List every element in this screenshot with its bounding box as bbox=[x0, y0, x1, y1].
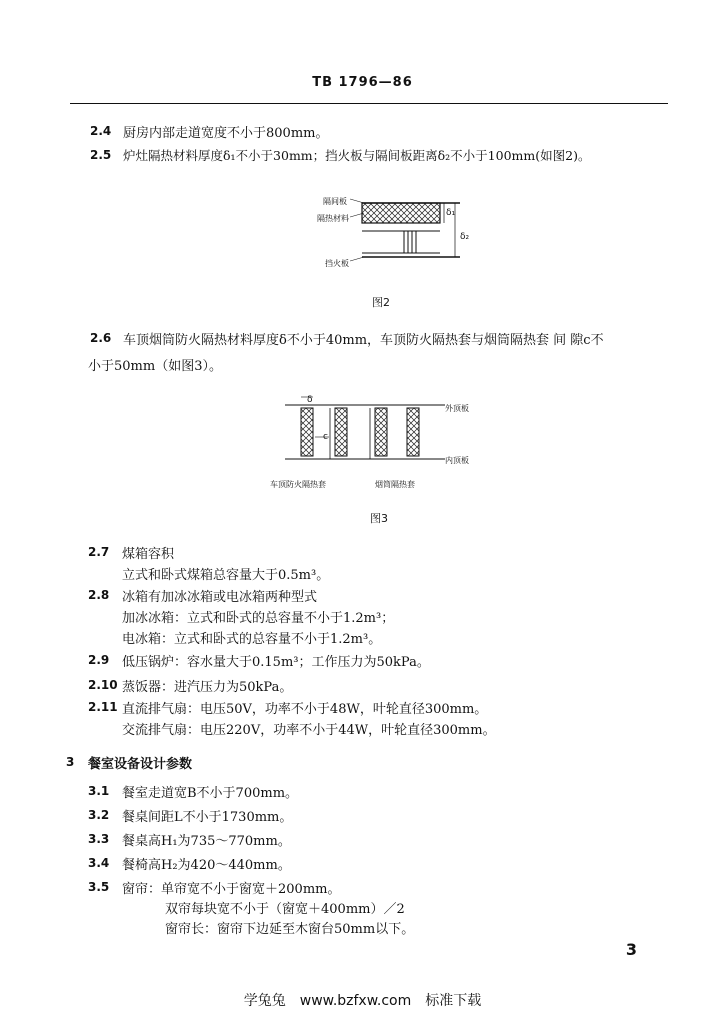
item-text: 窗帘长：窗帘下边延至木窗台50mm以下。 bbox=[165, 922, 415, 937]
item-text: 炉灶隔热材料厚度δ₁不小于30mm；挡火板与隔间板距离δ₂不小于100mm(如图2)。 bbox=[123, 148, 591, 163]
item-text: 冰箱有加冰冰箱或电冰箱两种型式 bbox=[122, 590, 318, 605]
fig3-label-delta: δ bbox=[307, 395, 313, 405]
item-number: 3.4 bbox=[88, 856, 110, 870]
item-number: 3.3 bbox=[88, 832, 110, 846]
fig2-label-d2: δ₂ bbox=[460, 232, 470, 242]
item-text: 厨房内部走道宽度不小于800mm。 bbox=[123, 126, 329, 141]
figure3-caption: 图3 bbox=[370, 512, 388, 525]
figure2-caption: 图2 bbox=[372, 296, 390, 309]
document-header: TB 1796—86 bbox=[312, 75, 413, 90]
item-text: 餐椅高H₂为420～440mm。 bbox=[122, 858, 291, 873]
item-number: 2.10 bbox=[88, 678, 118, 692]
section-title: 餐室设备设计参数 bbox=[88, 757, 193, 772]
fig2-label-insulation: 隔热材料 bbox=[317, 214, 349, 223]
item-number: 2.6 bbox=[90, 331, 112, 345]
fig2-label-fireboard: 挡火板 bbox=[325, 259, 349, 268]
item-text: 煤箱容积 bbox=[122, 547, 175, 562]
item-number: 2.9 bbox=[88, 653, 110, 667]
item-text: 双帘每块宽不小于（窗宽＋400mm）／2 bbox=[165, 902, 405, 917]
item-text: 电冰箱：立式和卧式的总容量不小于1.2m³。 bbox=[122, 632, 382, 647]
item-number: 2.7 bbox=[88, 545, 110, 559]
footer-watermark: 学兔兔 www.bzfxw.com 标准下载 bbox=[243, 993, 482, 1009]
item-number: 3.5 bbox=[88, 880, 110, 894]
item-text-continued: 小于50mm（如图3）。 bbox=[88, 359, 222, 374]
fig3-label-c: c bbox=[323, 432, 328, 442]
item-text: 餐室走道宽B不小于700mm。 bbox=[122, 786, 299, 801]
header-rule bbox=[70, 103, 668, 104]
page-number: 3 bbox=[625, 940, 637, 959]
item-text: 餐桌高H₁为735～770mm。 bbox=[122, 834, 291, 849]
item-number: 2.8 bbox=[88, 588, 110, 602]
item-text: 车顶烟筒防火隔热材料厚度δ不小于40mm，车顶防火隔热套与烟筒隔热套 间 隙c不 bbox=[123, 333, 604, 348]
item-number: 3.1 bbox=[88, 784, 110, 798]
fig2-label-partition: 隔间板 bbox=[323, 197, 347, 206]
item-text: 直流排气扇：电压50V，功率不小于48W，叶轮直径300mm。 bbox=[122, 702, 488, 717]
item-text: 加冰冰箱：立式和卧式的总容量不小于1.2m³； bbox=[122, 611, 395, 626]
fig3-label-inner: 内顶板 bbox=[445, 456, 469, 465]
item-text: 窗帘：单帘宽不小于窗宽＋200mm。 bbox=[122, 882, 341, 897]
item-text: 蒸饭器：进汽压力为50kPa。 bbox=[122, 680, 293, 695]
item-text: 立式和卧式煤箱总容量大于0.5m³。 bbox=[122, 568, 330, 583]
item-number: 2.4 bbox=[90, 124, 112, 138]
item-number: 2.5 bbox=[90, 148, 112, 162]
fig3-label-roof-sleeve: 车顶防火隔热套 bbox=[270, 480, 326, 489]
section-number: 3 bbox=[66, 755, 75, 769]
item-text: 餐桌间距L不小于1730mm。 bbox=[122, 810, 293, 825]
item-text: 交流排气扇：电压220V，功率不小于44W，叶轮直径300mm。 bbox=[122, 723, 496, 738]
fig3-label-chimney-sleeve: 烟筒隔热套 bbox=[375, 480, 415, 489]
item-text: 低压锅炉：容水量大于0.15m³；工作压力为50kPa。 bbox=[122, 655, 430, 670]
figure3-diagram bbox=[285, 393, 445, 473]
fig3-label-outer: 外顶板 bbox=[445, 404, 469, 413]
item-number: 3.2 bbox=[88, 808, 110, 822]
item-number: 2.11 bbox=[88, 700, 118, 714]
fig2-label-d1: δ₁ bbox=[446, 208, 456, 218]
